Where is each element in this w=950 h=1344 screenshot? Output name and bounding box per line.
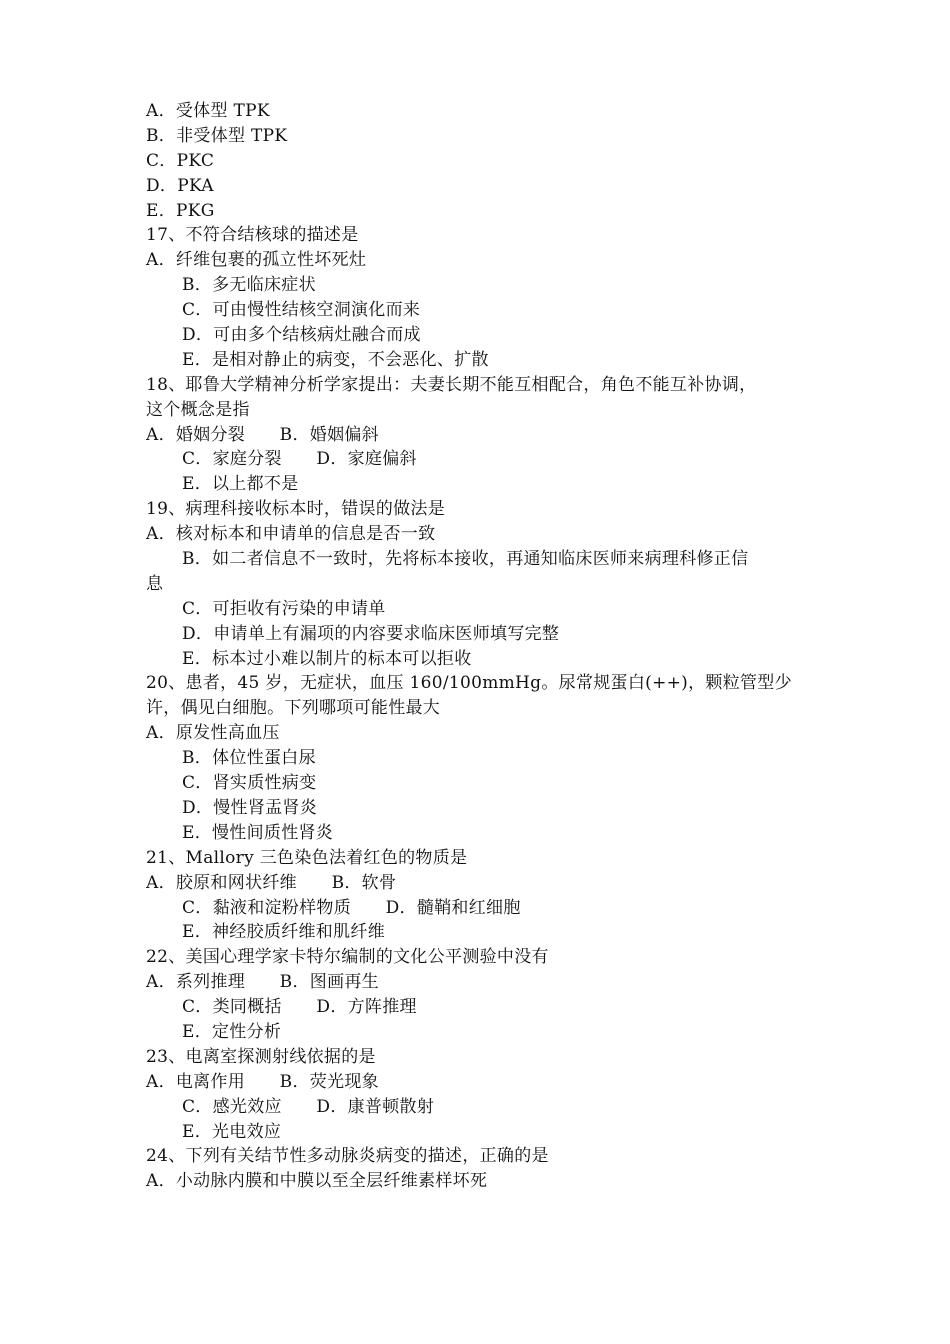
text-line: 许，偶见白细胞。下列哪项可能性最大	[146, 698, 441, 719]
text-line: A．电离作用 B．荧光现象	[146, 1071, 379, 1092]
text-line: E．定性分析	[182, 1021, 282, 1042]
text-line: C．可由慢性结核空洞演化而来	[182, 300, 421, 321]
text-line: A．系列推理 B．图画再生	[146, 972, 379, 993]
text-line: C．黏液和淀粉样物质 D．髓鞘和红细胞	[182, 897, 521, 918]
text-line: B．如二者信息不一致时，先将标本接收，再通知临床医师来病理科修正信	[182, 549, 749, 570]
text-line: E．以上都不是	[182, 474, 299, 495]
text-line: 17、不符合结核球的描述是	[146, 225, 359, 246]
text-line: E．标本过小难以制片的标本可以拒收	[182, 648, 472, 669]
text-line: A．纤维包裹的孤立性坏死灶	[146, 250, 367, 271]
text-line: 19、病理科接收标本时，错误的做法是	[146, 499, 446, 520]
text-line: E．是相对静止的病变，不会恶化、扩散	[182, 349, 489, 370]
text-line: D．PKA	[146, 175, 214, 196]
text-line: A．胶原和网状纤维 B．软骨	[146, 872, 397, 893]
text-line: A．受体型 TPK	[146, 101, 270, 121]
text-line: D．可由多个结核病灶融合而成	[182, 325, 421, 346]
text-line: 这个概念是指	[146, 399, 250, 420]
text-line: C．肾实质性病变	[182, 773, 317, 794]
text-line: C．可拒收有污染的申请单	[182, 598, 386, 619]
text-line: 20、患者，45 岁，无症状，血压 160/100mmHg。尿常规蛋白(++)，颗粒管型少	[146, 673, 792, 694]
text-line: 22、美国心理学家卡特尔编制的文化公平测验中没有	[146, 947, 549, 968]
text-line: A．婚姻分裂 B．婚姻偏斜	[146, 424, 379, 445]
text-line: E．神经胶质纤维和肌纤维	[182, 922, 386, 943]
text-line: 23、电离室探测射线依据的是	[146, 1046, 376, 1067]
text-line: A．原发性高血压	[146, 723, 280, 744]
text-line: 24、下列有关结节性多动脉炎病变的描述，正确的是	[146, 1146, 549, 1167]
text-line: B．非受体型 TPK	[146, 125, 288, 146]
text-line: B．体位性蛋白尿	[182, 748, 316, 769]
text-line: D．申请单上有漏项的内容要求临床医师填写完整	[182, 623, 560, 644]
text-line: C．感光效应 D．康普顿散射	[182, 1096, 435, 1117]
text-line: C．PKC	[146, 150, 215, 171]
text-line: E．光电效应	[182, 1121, 282, 1142]
text-line: A．小动脉内膜和中膜以至全层纤维素样坏死	[146, 1171, 488, 1192]
text-line: 21、Mallory 三色染色法着红色的物质是	[146, 847, 468, 868]
text-line: C．类同概括 D．方阵推理	[182, 997, 417, 1018]
text-line: 18、耶鲁大学精神分析学家提出：夫妻长期不能互相配合，角色不能互补协调，	[146, 374, 757, 395]
question-text-body	[146, 99, 816, 1194]
text-line: 息	[146, 573, 164, 594]
text-line: C．家庭分裂 D．家庭偏斜	[182, 449, 417, 470]
text-line: E．PKG	[146, 200, 215, 221]
text-line: E．慢性间质性肾炎	[182, 822, 334, 843]
text-line: B．多无临床症状	[182, 275, 316, 296]
text-line: A．核对标本和申请单的信息是否一致	[146, 524, 436, 545]
text-line: D．慢性肾盂肾炎	[182, 797, 318, 818]
